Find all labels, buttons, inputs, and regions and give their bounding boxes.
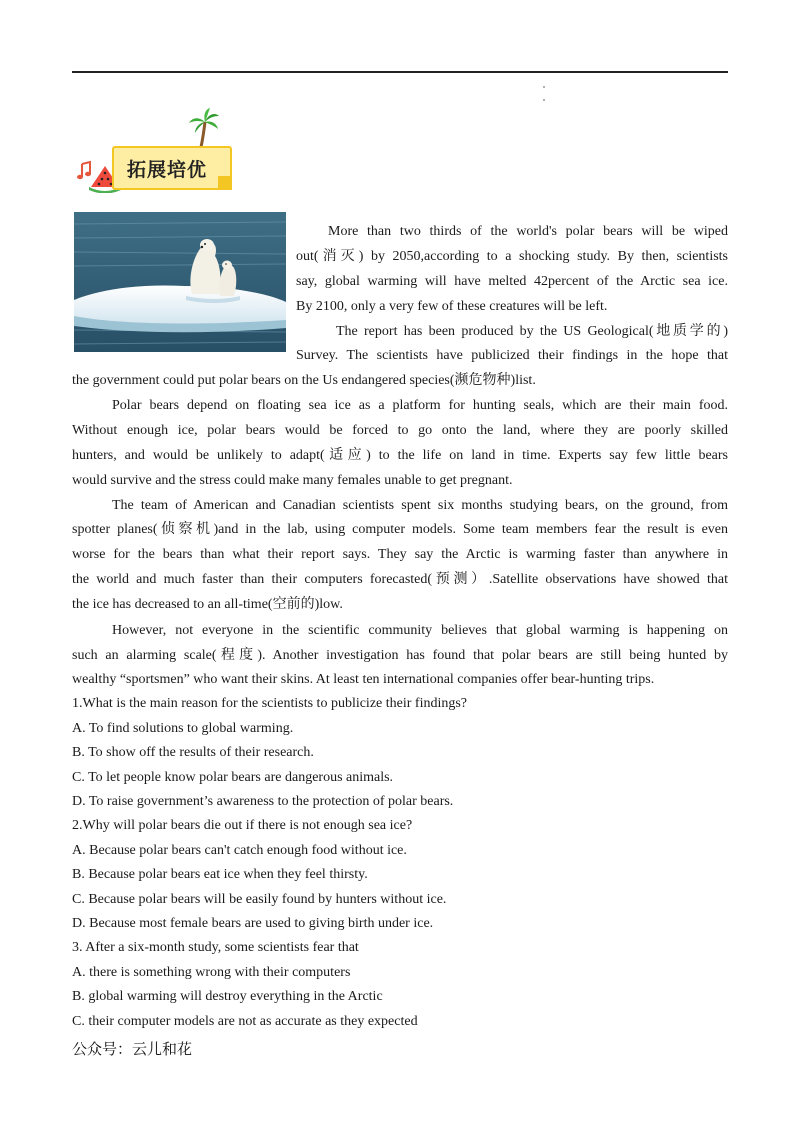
paragraph-4-line-3: worse for the bears than what their report says. They say the Arctic is warming faster than anywhere in <box>72 547 728 562</box>
question-1-option-b: B. To show off the results of their research. <box>72 745 314 760</box>
paragraph-5-line-3: wealthy “sportsmen” who want their skins. At least ten international companies offer bear-hunting trips. <box>72 672 655 687</box>
paragraph-1-line-1: More than two thirds of the world's polar bears will be wiped <box>328 224 728 239</box>
question-3-option-c: C. their computer models are not as accurate as they expected <box>72 1014 418 1029</box>
paragraph-2-line-1: The report has been produced by the US Geological(地质学的) <box>336 324 728 339</box>
paragraph-1-line-3: say, global warming will have melted 42percent of the Arctic sea ice. <box>296 274 728 289</box>
question-2-option-b: B. Because polar bears eat ice when they feel thirsty. <box>72 867 368 882</box>
section-badge <box>70 108 250 194</box>
section-title-box <box>112 146 232 190</box>
question-2-option-a: A. Because polar bears can't catch enough food without ice. <box>72 843 407 858</box>
question-3-option-b: B. global warming will destroy everything in the Arctic <box>72 989 383 1004</box>
paragraph-4-line-2: spotter planes(侦察机)and in the lab, using computer models. Some team members fear the result is even <box>72 522 728 537</box>
question-1-stem: 1.What is the main reason for the scientists to publicize their findings? <box>72 696 468 711</box>
header-rule <box>72 71 728 73</box>
question-2-option-c: C. Because polar bears will be easily found by hunters without ice. <box>72 892 447 907</box>
question-1-option-d: D. To raise government’s awareness to the protection of polar bears. <box>72 794 454 809</box>
paragraph-1-line-2: out(消灭) by 2050,according to a shocking study. By then, scientists <box>296 249 728 264</box>
paragraph-4-line-4: the world and much faster than their computers forecasted(预测）.Satellite observations have showed that <box>72 572 728 587</box>
paragraph-5-line-2: such an alarming scale(程度). Another investigation has found that polar bears are still being hunted by <box>72 648 728 663</box>
paragraph-1-line-4: By 2100, only a very few of these creatures will be left. <box>296 299 608 314</box>
question-3-stem: 3. After a six-month study, some scientists fear that <box>72 940 359 955</box>
question-1-option-c: C. To let people know polar bears are dangerous animals. <box>72 770 394 785</box>
paragraph-3-line-1: Polar bears depend on floating sea ice as a platform for hunting seals, which are their main food. <box>112 398 728 413</box>
paragraph-4-line-1: The team of American and Canadian scientists spent six months studying bears, on the ground, from <box>112 498 728 513</box>
paragraph-5-line-1: However, not everyone in the scientific community believes that global warming is happening on <box>112 623 728 638</box>
scan-mark <box>543 86 545 88</box>
paragraph-3-line-2: Without enough ice, polar bears would be forced to go onto the land, where they are poorly skilled <box>72 423 728 438</box>
footer-account: 公众号：云儿和花 <box>72 1040 193 1058</box>
paragraph-3-line-3: hunters, and would be unlikely to adapt(适应) to the life on land in time. Experts say few little bears <box>72 448 728 463</box>
paragraph-2-line-3: the government could put polar bears on the Us endangered species(濒危物种)list. <box>72 373 536 388</box>
palm-tree-icon <box>186 108 220 148</box>
paragraph-2-line-2: Survey. The scientists have publicized their findings in the hope that <box>296 348 728 363</box>
section-title: 拓展培优 <box>127 159 208 181</box>
scan-mark <box>543 99 545 101</box>
paragraph-3-line-4: would survive and the stress could make many females unable to get pregnant. <box>72 473 513 488</box>
question-2-option-d: D. Because most female bears are used to giving birth under ice. <box>72 916 434 931</box>
question-2-stem: 2.Why will polar bears die out if there is not enough sea ice? <box>72 818 413 833</box>
question-3-option-a: A. there is something wrong with their computers <box>72 965 351 980</box>
paragraph-4-line-5: the ice has decreased to an all-time(空前的)low. <box>72 597 343 612</box>
question-1-option-a: A. To find solutions to global warming. <box>72 721 294 736</box>
polar-bear-photo <box>74 212 286 352</box>
